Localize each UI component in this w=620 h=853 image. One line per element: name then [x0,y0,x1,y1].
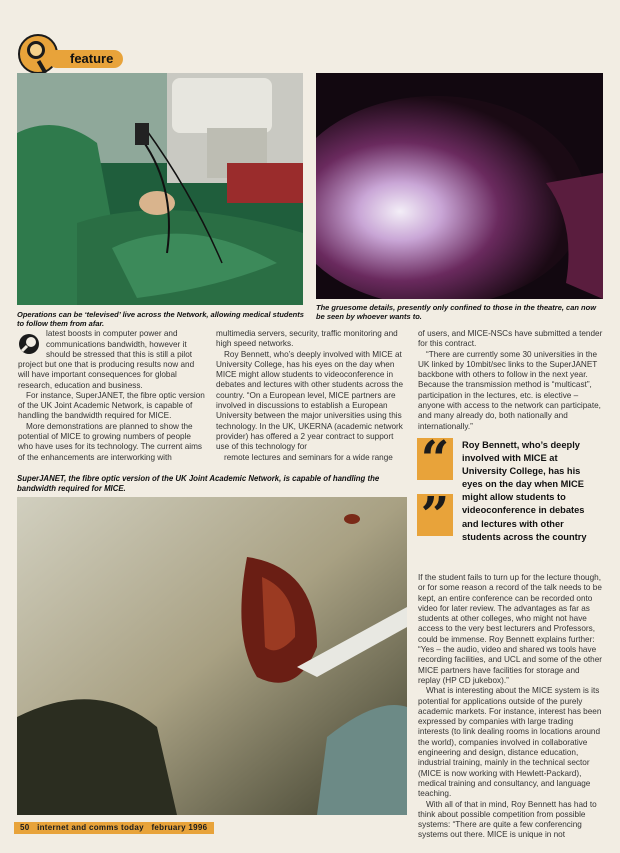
magnifier-icon [18,333,40,355]
paragraph: What is interesting about the MICE system is its potential for applications outside of the purely academic markets. For instance, interest has been expressed by companies with large trading interests (to link dealing rooms in locations around the world), companies involved in collaborative engineering and design, distance education, industrial training, mainly in the technical sector (MICE is now working with Hewlett-Packard), medical training and consultancy, and language teaching. [418,686,602,799]
article-column-1 [18,360,206,463]
photo-operation-closeup [17,497,407,815]
paragraph: of users, and MICE-NSCs have submitted a tender for this contract. [418,329,603,349]
article-column-3-top [418,329,603,432]
close-quote-icon: ” [417,494,453,536]
paragraph: project but one that is producing results now and will have important consequences for global research, education and business. [18,360,195,390]
paragraph: If the student fails to turn up for the lecture though, or for some reason a record of the talk needs to be kept, an entire conference can be recorded onto video for later review. The advantages as far as students at other colleges, who might not have access to the very best lecturers and Professors, could be immense. Roy Bennett explains further: “Yes – the audio, video and shared ws tools have recording facilities, and UCL and some of the other MICE partners have facilities for storage and replay (HP CD jukebox).” [418,573,603,685]
caption-superjanet: SuperJANET, the fibre optic version of the UK Joint Academic Network, is capable of handling the bandwidth required for MICE. [17,474,380,493]
article-column-2 [216,329,406,463]
paragraph: “There are currently some 30 universities in the UK linked by 10mbit/sec links to the SuperJANET backbone with others to follow in the next year. Because the transmission method is “multicast”, participation in the lectures, etc. is elective – anyone with access to the network can participate, and many already do, both nationally and internationally.” [418,349,601,431]
paragraph: For instance, SuperJANET, the fibre optic version of the UK Joint Academic Network, is capable of handling the bandwidth required for MICE. [18,390,205,421]
paragraph: With all of that in mind, Roy Bennett has had to think about possible competition from possible systems: “There are quite a few conferencing systems out there. MICE is unique in not [418,799,597,840]
publication-name: internet and comms today [37,823,144,832]
footer [20,822,207,834]
photo-endoscope [316,73,603,299]
paragraph: remote lectures and seminars for a wide range [224,452,393,462]
open-quote-icon: “ [417,438,453,480]
pull-quote: Roy Bennett, who’s deeply involved with MICE at University College, has his eyes on the day when MICE might allow students to videoconference in debates and lectures with other students across the country [462,440,587,542]
caption-surgery: Operations can be ‘televised’ live across the Network, allowing medical students to follow them from afar. [17,310,304,328]
page-number: 50 [20,823,30,832]
lead-line: communications bandwidth, however it [46,340,187,349]
paragraph: multimedia servers, security, traffic monitoring and high speed networks. [216,329,398,349]
issue-date: february 1996 [151,823,208,832]
section-label: feature [48,50,123,68]
paragraph: Roy Bennett, who’s deeply involved with MICE at University College, has his eyes on the day when MICE might allow students to videoconference in debates and lectures with other students across the country. “On a European level, MICE partners are involved in discussions to establish a European University between the major universities using this technology. In the UK, UKERNA (academic network provider) has offered a 2 year contract to support use of this technology for [216,349,404,452]
paragraph: More demonstrations are planned to show the potential of MICE to growing numbers of people who have uses for its technology. The current aims of the enhancements are interworking with [18,421,203,462]
photo-surgery [17,73,303,305]
article-column-3-bottom [418,573,603,841]
magnifier-icon [27,41,45,59]
lead-line: should be stressed that this is still a pilot [46,350,193,359]
caption-endoscope: The gruesome details, presently only confined to those in the theatre, can now be seen by whoever wants to. [316,303,597,321]
lead-line: latest boosts in computer power and [46,329,178,338]
